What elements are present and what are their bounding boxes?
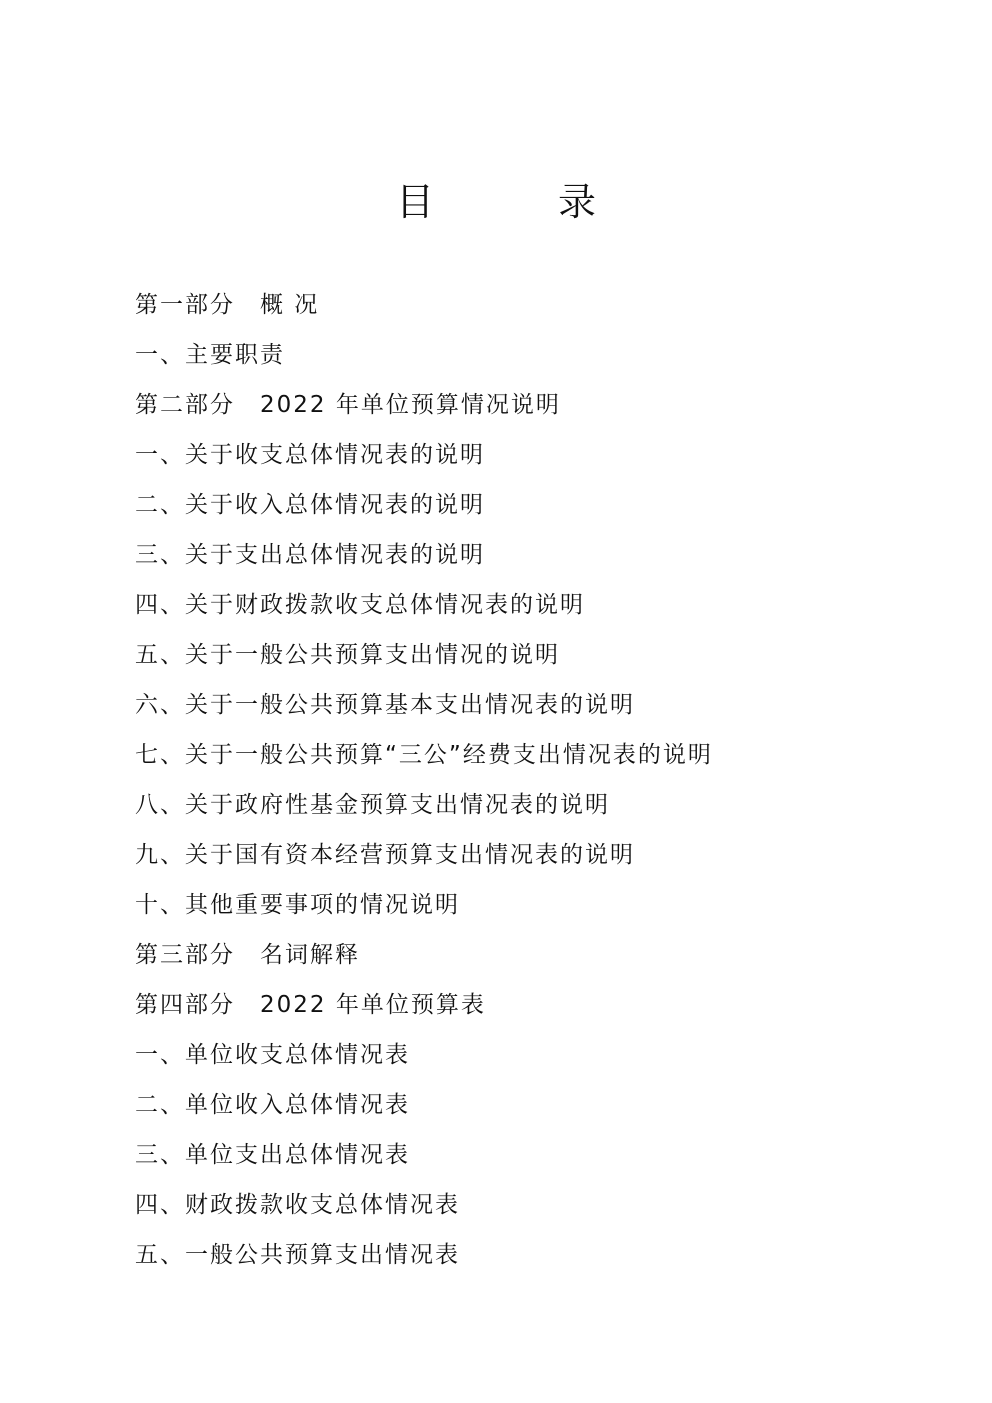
page-title: 目 录 [395,180,653,224]
toc-item: 五、关于一般公共预算支出情况的说明 [135,642,560,668]
toc-item: 五、一般公共预算支出情况表 [135,1242,460,1268]
toc-part-2: 第二部分 2022 年单位预算情况说明 [135,392,561,418]
toc-item: 九、关于国有资本经营预算支出情况表的说明 [135,842,635,868]
toc-item: 一、单位收支总体情况表 [135,1042,410,1068]
toc-part-1: 第一部分 概 况 [135,292,320,318]
toc-item: 四、财政拨款收支总体情况表 [135,1192,460,1218]
toc-item: 二、关于收入总体情况表的说明 [135,492,485,518]
toc-part-3: 第三部分 名词解释 [135,942,360,968]
toc-item: 七、关于一般公共预算“三公”经费支出情况表的说明 [135,742,713,768]
toc-item: 三、单位支出总体情况表 [135,1142,410,1168]
toc-item: 十、其他重要事项的情况说明 [135,892,460,918]
table-of-contents [135,280,895,1280]
toc-item: 三、关于支出总体情况表的说明 [135,542,485,568]
toc-item: 八、关于政府性基金预算支出情况表的说明 [135,792,610,818]
toc-item: 二、单位收入总体情况表 [135,1092,410,1118]
toc-item: 六、关于一般公共预算基本支出情况表的说明 [135,692,635,718]
toc-item: 一、主要职责 [135,342,285,368]
toc-part-4: 第四部分 2022 年单位预算表 [135,992,486,1018]
toc-item: 一、关于收支总体情况表的说明 [135,442,485,468]
toc-item: 四、关于财政拨款收支总体情况表的说明 [135,592,585,618]
